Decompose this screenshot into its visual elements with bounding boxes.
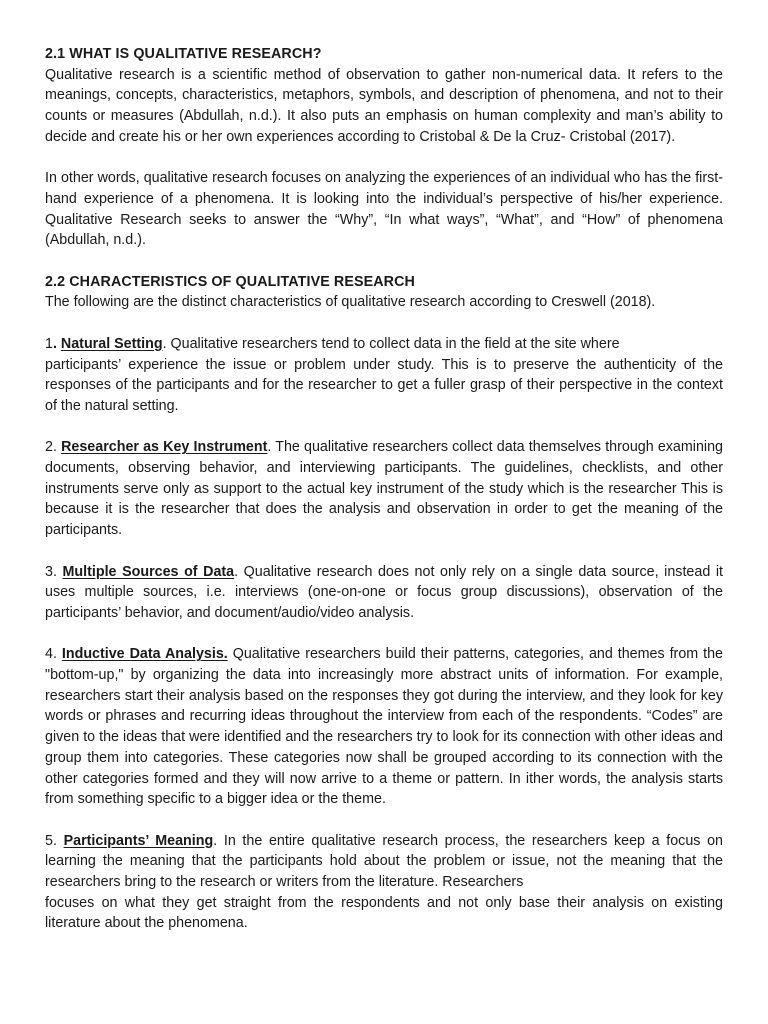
item-term: Researcher as Key Instrument [61,439,268,456]
item-text: . Qualitative research does not only rely on a single data source, instead it uses multiple sources, i.e. interviews (one-on-one or focus group discussions), observation of the participants’ behavior, and document/audio/video analysis. [45,563,723,621]
definition-paragraph: Qualitative research is a scientific method of observation to gather non-numerical data. It refers to the meanings, concepts, characteristics, metaphors, symbols, and description of phenomena, and not to their counts or measures (Abdullah, n.d.). It also puts an emphasis on human complexity and man’s ability to decide and create his or her own experiences according to Cristobal & De la Cruz- Cristobal (2017). [45,66,723,145]
paragraph-spacer [45,541,723,562]
characteristics-intro: The following are the distinct characteristics of qualitative research according to Creswell (2018). [45,294,656,311]
characteristic-item-multiple-sources [45,562,723,624]
paragraph-spacer [45,417,723,438]
item-term: Natural Setting [60,335,163,352]
paragraph-spacer [45,313,723,334]
item-term: Participants’ Meaning [63,832,214,849]
section-heading-what-is-qualitative-research: 2.1 WHAT IS QUALITATIVE RESEARCH? [45,46,322,62]
item-text: . In the entire qualitative research process, the researchers keep a focus on learning the meaning that the participants hold about the problem or issue, not the meaning that the researchers bring to the research or writers from the literature. Researchers [45,832,723,891]
item-number: 4 [45,646,53,663]
item-separator: . [52,439,62,456]
document-page [45,44,723,934]
item-term: Multiple Sources of Data [62,563,235,580]
characteristic-item-natural-setting-body: participants’ experience the issue or problem under study. This is to preserve the authenticity of the responses of the participants and for the researcher to get a fuller grasp of their perspective in the context of the natural setting. [45,356,723,414]
item-text: . The qualitative researchers collect data themselves through examining documents, observing behavior, and interviewing participants. The guidelines, checklists, and other instruments serve only as support to the actual key instrument of the study which is the researcher This is because it is the researcher that does the analysis and observation in order to get the meaning of the participants. [45,439,723,539]
paragraph-spacer [45,148,723,169]
item-term: Inductive Data Analysis. [61,646,228,663]
characteristic-item-inductive-analysis [45,644,723,810]
item-separator: . [52,646,62,663]
item-separator: . [52,335,61,352]
item-separator: . [52,832,64,849]
characteristic-item-natural-setting-line1 [45,334,723,355]
characteristic-item-researcher-key-instrument [45,437,723,541]
characteristic-item-participants-meaning-continuation: focuses on what they get straight from the respondents and not only base their analysis on existing literature about the phenomena. [45,894,723,932]
paragraph-spacer [45,251,723,272]
section-heading-characteristics: 2.2 CHARACTERISTICS OF QUALITATIVE RESEARCH [45,273,415,290]
item-text: Qualitative researchers build their patterns, categories, and themes from the "bottom-up," by organizing the data into increasingly more abstract units of information. For example, researchers start their analysis based on the responses they got during the interview, and they look for key words or phrases and recurring ideas throughout the interview from each of the respondents. “Codes” are given to the ideas that were identified and the researchers try to look for its connection with other ideas and group them into categories. These categories now shall be grouped according to its connection with the other categories formed and they will now arrive to a theme or pattern. In ither words, the analysis starts from something specific to a bigger idea or the theme. [45,646,723,808]
item-number: 3 [45,563,53,580]
item-number: 2 [45,439,53,456]
paragraph-spacer [45,810,723,831]
item-text: . Qualitative researchers tend to collect data in the field at the site where [162,335,620,352]
item-number: 1 [45,335,53,352]
item-separator: . [52,563,63,580]
item-number: 5 [45,832,53,849]
paragraph-spacer [45,624,723,645]
characteristic-item-participants-meaning [45,831,723,893]
other-words-paragraph: In other words, qualitative research focuses on analyzing the experiences of an individual who has the first-hand experience of a phenomena. It is looking into the individual’s perspective of his/her experience. Qualitative Research seeks to answer the “Why”, “In what ways”, “What”, and “How” of phenomena (Abdullah, n.d.). [45,170,723,249]
